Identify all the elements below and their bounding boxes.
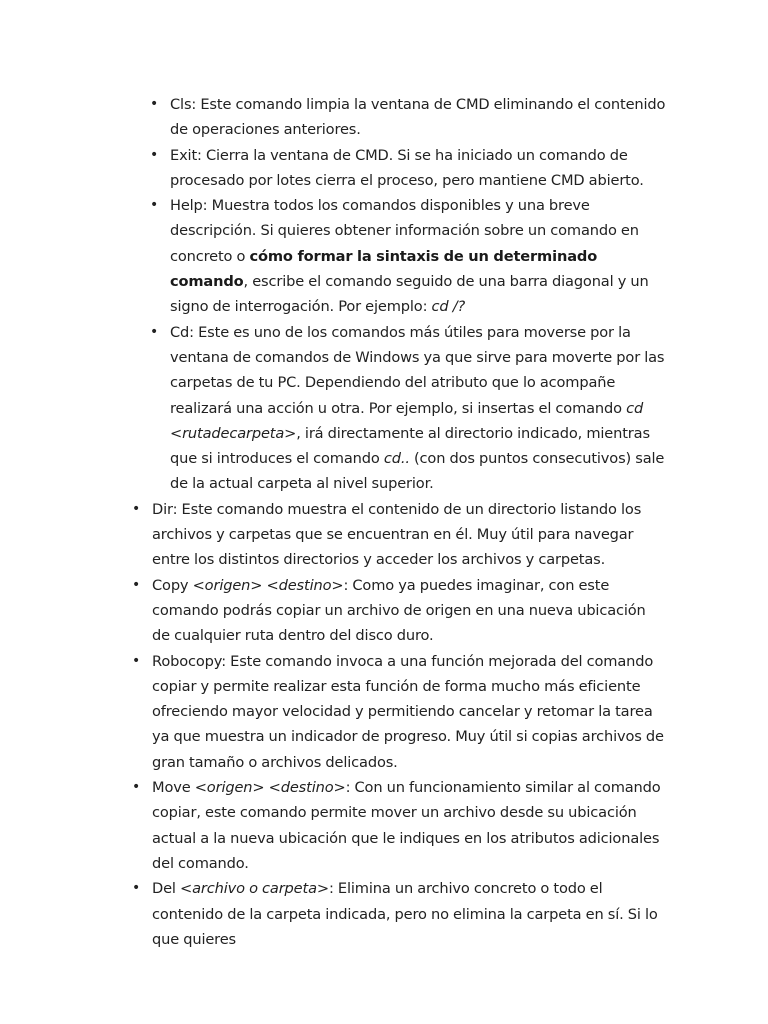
list-item-copy [132,573,664,649]
item-text-continued: , escribe el comando seguido de una barra diagonal y un signo de interrogación. Por ejemplo: [170,273,649,316]
list-item-help [150,193,666,319]
bullet-icon: • [132,500,141,517]
example-command: cd <rutadecarpeta> [170,399,644,442]
item-text: Cd: Este es uno de los comandos más útiles para moverse por la ventana de comandos de Windows ya que sirve para moverte por las carpetas de tu PC. Dependiendo del atributo que lo acompañe realizará una acción u otra. Por ejemplo, si insertas el comando [170,323,665,417]
bullet-icon: • [150,96,159,112]
command-arguments: <archivo o carpeta> [180,880,329,898]
list-item-del [132,876,664,952]
item-text: Exit: Cierra la ventana de CMD. Si se ha iniciado un comando de procesado por lotes cierra el proceso, pero mantiene CMD abierto. [170,146,644,189]
bullet-icon: • [132,652,141,669]
bullet-icon: • [150,197,159,214]
item-text-tail: : Elimina un archivo concreto o todo el contenido de la carpeta indicada, pero no elimina la carpeta en sí. Si lo que quieres [152,880,658,948]
syntax-link-text[interactable]: cómo formar la sintaxis de un determinado comando [170,247,598,291]
item-text: Copy [152,576,193,594]
list-item-cd [150,320,666,497]
example-command: cd /? [431,298,466,316]
bullet-icon: • [132,880,141,897]
example-command-2: cd.. [383,450,410,468]
list-item-robocopy [132,649,664,775]
item-text: Move [152,779,195,797]
bullet-icon: • [150,146,159,163]
bullet-icon: • [132,779,141,796]
item-text-tail: (con dos puntos consecutivos) sale de la actual carpeta al nivel superior. [170,450,665,493]
list-item-cls [150,92,666,143]
bullet-icon: • [132,576,141,593]
item-text-continued: , irá directamente al directorio indicado, mientras que si introduces el comando [170,424,650,468]
item-text: Del [152,880,181,898]
item-text-tail: : Como ya puedes imaginar, con este comando podrás copiar un archivo de origen en una nueva ubicación de cualquier ruta dentro del disco duro. [152,576,646,645]
item-text: Robocopy: Este comando invoca a una función mejorada del comando copiar y permite realizar esta función de forma mucho más eficiente ofreciendo mayor velocidad y permitiendo cancelar y retomar la tarea ya que muestra un indicador de progreso. Muy útil si copias archivos de gran tamaño o archivos delicados. [152,652,664,771]
command-arguments: <origen> <destino> [194,779,346,797]
list-item-exit [150,143,666,194]
command-list [0,92,768,952]
bullet-icon: • [150,323,159,340]
item-text-tail: : Con un funcionamiento similar al comando copiar, este comando permite mover un archivo desde su ubicación actual a la nueva ubicación que le indiques en los atributos adicionales del comando. [152,779,661,872]
item-text: Help: Muestra todos los comandos disponibles y una breve descripción. Si quieres obtener información sobre un comando en concreto o [170,197,639,265]
article-body [0,92,768,952]
nested-command-list [0,92,768,497]
command-arguments: <origen> <destino> [192,576,344,594]
item-text: Cls: Este comando limpia la ventana de CMD eliminando el contenido de operaciones anteriores. [170,96,666,139]
item-text: Dir: Este comando muestra el contenido de un directorio listando los archivos y carpetas que se encuentran en él. Muy útil para navegar entre los distintos directorios y acceder los archivos y carpetas. [152,500,642,569]
list-item-dir [132,497,664,573]
list-item-move [132,775,664,876]
nested-list-container [0,92,768,497]
